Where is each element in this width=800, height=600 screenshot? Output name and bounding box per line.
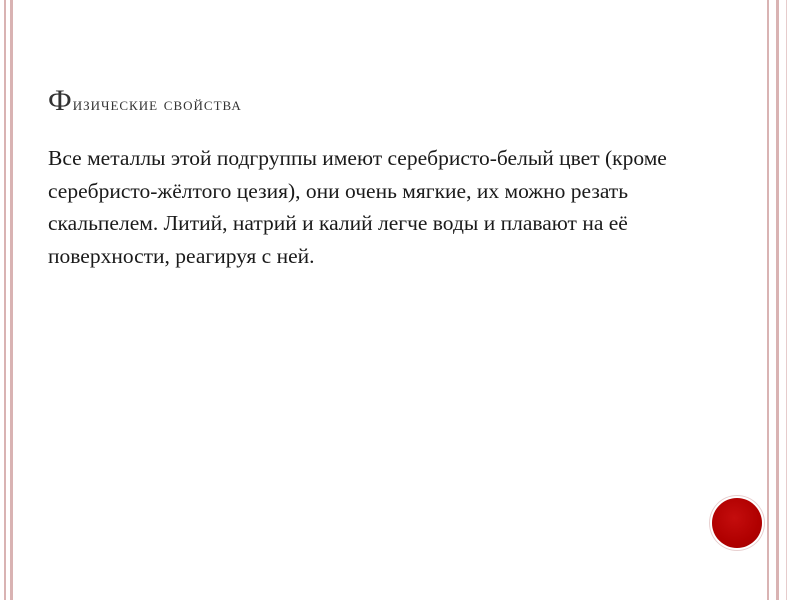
left-border-stripe bbox=[4, 0, 6, 600]
left-border-stripe bbox=[10, 0, 13, 600]
red-circle-decoration bbox=[712, 498, 762, 548]
right-border-stripe bbox=[776, 0, 779, 600]
slide-body-text: Все металлы этой подгруппы имеют серебристо-белый цвет (кроме серебристо-жёлтого цезия), они очень мягкие, их можно резать скальпелем. Литий, натрий и калий легче воды и плавают на её поверхности, реагируя с ней. bbox=[48, 146, 667, 268]
slide-title-initial: Ф bbox=[48, 84, 73, 117]
slide-title bbox=[48, 84, 748, 122]
right-border-stripe bbox=[786, 0, 787, 600]
slide-title-rest: изические свойства bbox=[72, 94, 242, 115]
right-border-stripe bbox=[767, 0, 769, 600]
